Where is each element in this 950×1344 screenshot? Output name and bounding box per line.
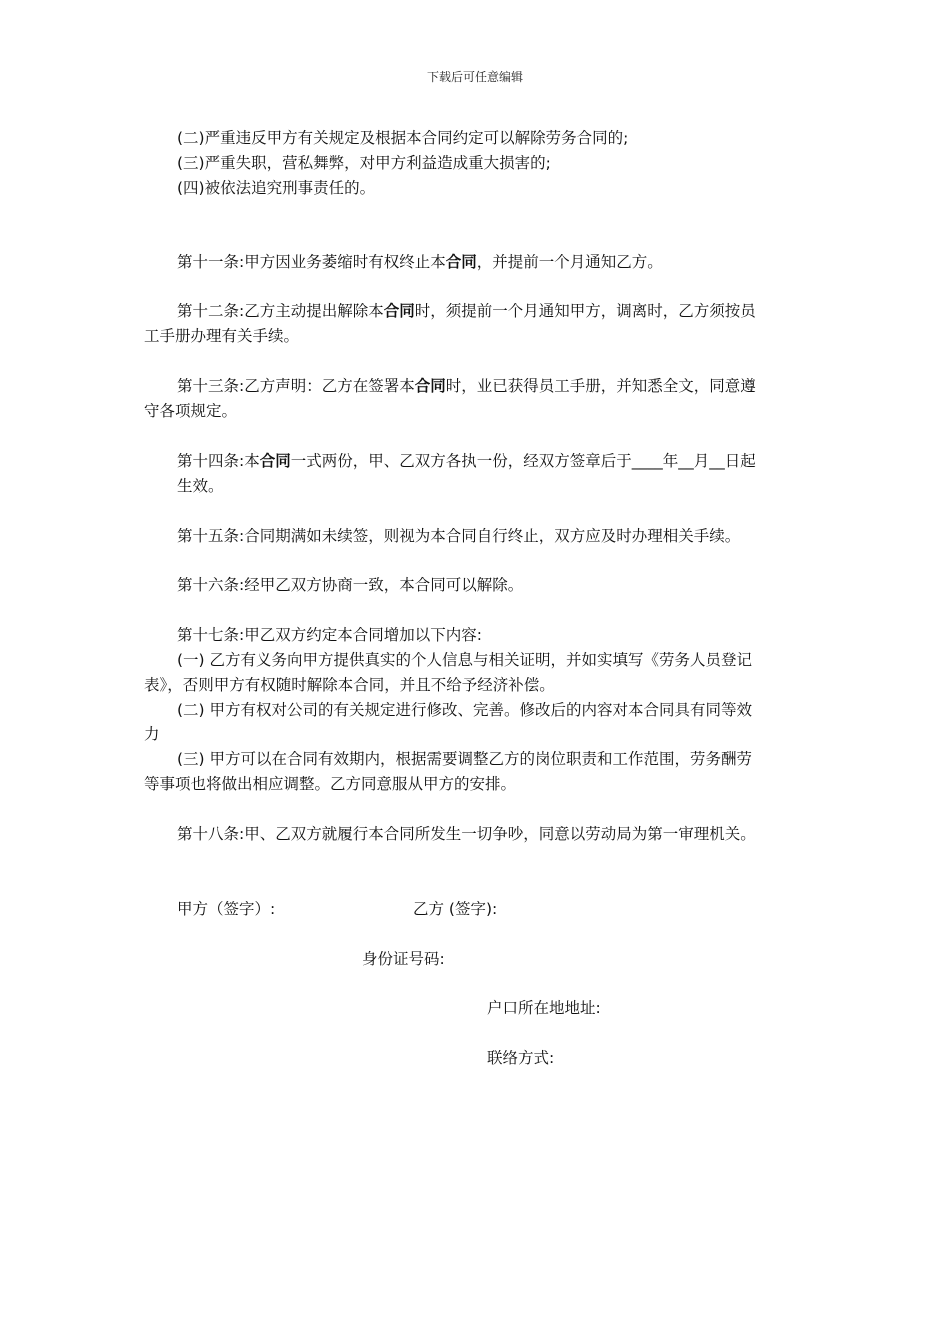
article-17-item1: (一) 乙方有义务向甲方提供真实的个人信息与相关证明，并如实填写《劳务人员登记 xyxy=(177,651,753,669)
contact-label: 联络方式: xyxy=(487,1049,555,1067)
id-number-label: 身份证号码: xyxy=(362,950,445,968)
article-12-text: 第十二条:乙方主动提出解除本 xyxy=(177,302,384,320)
article-12 xyxy=(177,299,756,323)
article-13-text-end: 时，业已获得员工手册，并知悉全文，同意遵 xyxy=(445,377,756,395)
article-16: 第十六条:经甲乙双方协商一致，本合同可以解除。 xyxy=(177,576,524,594)
article-13 xyxy=(177,374,756,398)
article-17-item1-line2: 表》，否则甲方有权随时解除本合同，并且不给予经济补偿。 xyxy=(144,676,555,694)
article-12-bold: 合同 xyxy=(383,302,415,320)
article-17-item3: (三) 甲方可以在合同有效期内，根据需要调整乙方的岗位职责和工作范围，劳务酬劳 xyxy=(177,750,753,768)
party-b-signature-label: 乙方 (签字): xyxy=(413,900,498,918)
article-17-item3-line2: 等事项也将做出相应调整。乙方同意服从甲方的安排。 xyxy=(144,775,517,793)
article-13-bold: 合同 xyxy=(414,377,446,395)
article-14-text: 第十四条:本 xyxy=(177,452,260,470)
article-12-text-end: 时，须提前一个月通知甲方，调离时，乙方须按员 xyxy=(414,302,756,320)
party-a-signature-label: 甲方（签字）: xyxy=(177,900,276,918)
article-14-text-end: 一式两份，甲、乙双方各执一份，经双方签章后于____年__月__日起 xyxy=(290,452,756,470)
article-14 xyxy=(177,449,756,473)
article-14-line2: 生效。 xyxy=(177,477,224,495)
article-13-line2: 守各项规定。 xyxy=(144,402,238,420)
clause-item-4: (四)被依法追究刑事责任的。 xyxy=(177,179,376,197)
article-18: 第十八条:甲、乙双方就履行本合同所发生一切争吵，同意以劳动局为第一审理机关。 xyxy=(177,825,756,843)
article-11 xyxy=(177,250,663,274)
article-14-bold: 合同 xyxy=(259,452,291,470)
household-address-label: 户口所在地地址: xyxy=(487,999,601,1017)
article-13-text: 第十三条:乙方声明：乙方在签署本 xyxy=(177,377,415,395)
article-11-text: 第十一条:甲方因业务萎缩时有权终止本 xyxy=(177,253,446,271)
article-17-item2: (二) 甲方有权对公司的有关规定进行修改、完善。修改后的内容对本合同具有同等效 xyxy=(177,701,753,719)
article-12-line2: 工手册办理有关手续。 xyxy=(144,327,300,345)
clause-item-3: (三)严重失职，营私舞弊，对甲方利益造成重大损害的; xyxy=(177,154,551,172)
article-11-bold: 合同 xyxy=(445,253,477,271)
page-header: 下载后可任意编辑 xyxy=(426,70,523,84)
article-11-text-end: ，并提前一个月通知乙方。 xyxy=(476,253,663,271)
article-15: 第十五条:合同期满如未续签，则视为本合同自行终止，双方应及时办理相关手续。 xyxy=(177,527,741,545)
clause-item-2: (二)严重违反甲方有关规定及根据本合同约定可以解除劳务合同的; xyxy=(177,129,629,147)
article-17-title: 第十七条:甲乙双方约定本合同增加以下内容: xyxy=(177,626,482,644)
article-17-item2-line2: 力 xyxy=(144,725,160,743)
